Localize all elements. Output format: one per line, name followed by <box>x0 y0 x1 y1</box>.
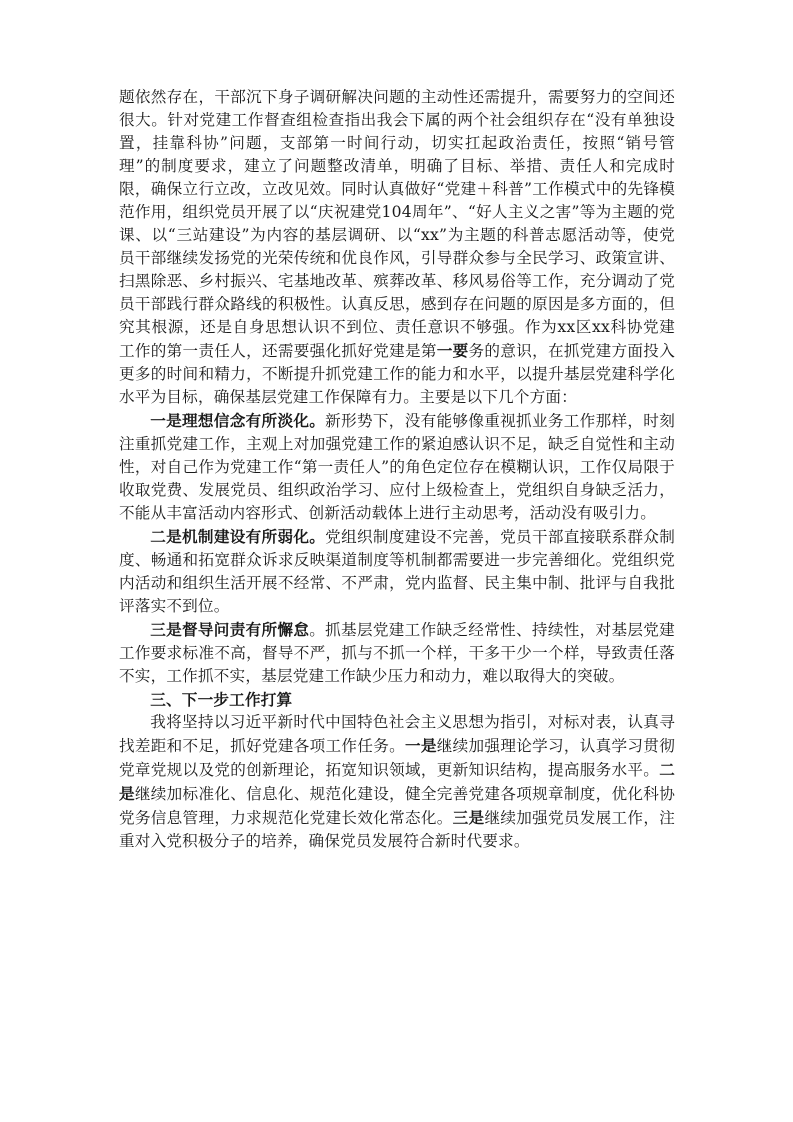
paragraph-text: 我将坚持以习近平新时代中国特色社会主义思想为指引，对标对表，认真寻找差距和不足，抓好党建各项工作任务。 <box>119 713 675 755</box>
bold-text: 一要 <box>436 341 469 360</box>
paragraph-point-2 <box>119 525 675 618</box>
point-lead: 一是理想信念有所淡化。 <box>150 411 326 430</box>
section-heading: 三、下一步工作打算 <box>150 690 293 709</box>
paragraph-text: 新形势下，没有能够像重视抓业务工作那样，时刻注重抓党建工作，主观上对加强党建工作的紧迫感认识不足，缺乏自觉性和主动性，对自己作为党建工作“第一责任人”的角色定位存在模糊认识，工作仅局限于收取党费、发展党员、组织政治学习、应付上级检查上，党组织自身缺乏活力，不能从丰富活动内容形式、创新活动载体上进行主动思考，活动没有吸引力。 <box>119 412 676 522</box>
paragraph-continued <box>119 86 675 409</box>
paragraph-text: 党组织制度建设不完善，党员干部直接联系群众制度、畅通和拓宽群众诉求反映渠道制度等机制都需要进一步完善细化。党组织党内活动和组织生活开展不经常、不严肃，党内监督、民主集中制、批评与自我批评落实不到位。 <box>119 528 676 615</box>
paragraph-text: 继续加强党员发展工作，注重对入党积极分子的培养，确保党员发展符合新时代要求。 <box>119 809 675 850</box>
paragraph-point-1 <box>119 409 675 525</box>
document-body <box>119 86 675 853</box>
point-lead: 三是督导问责有所懈怠 <box>150 620 310 639</box>
paragraph-text: 题依然存在，干部沉下身子调研解决问题的主动性还需提升，需要努力的空间还很大。针对党建工作督查组检查指出我会下属的两个社会组织存在“没有单独设置，挂靠科协”问题，支部第一时间行动，切实扛起政治责任，按照“销号管理”的制度要求，建立了问题整改清单，明确了目标、举措、责任人和完成时限，确保立行立改，立改见效。同时认真做好“党建＋科普”工作模式中的先锋模范作用，组织党员开展了以“庆祝建党104周年”、“好人主义之害”等为主题的党课、以“三站建设”为内容的基层调研、以“xx”为主题的科普志愿活动等，使党员干部继续发扬党的光荣传统和优良作风，引导群众参与全民学习、政策宣讲、扫黑除恶、乡村振兴、宅基地改革、殡葬改革、移风易俗等工作，充分调动了党员干部践行群众路线的积极性。认真反思，感到存在问题的原因是多方面的，但究其根源，还是自身思想认识不到位、责任意识不够强。作为xx区xx科协党建工作的第一责任人，还需要强化抓好党建是第 <box>119 88 675 360</box>
paragraph-plan <box>119 711 675 853</box>
bold-text: 二是 <box>119 760 675 803</box>
point-lead: 二是机制建设有所弱化。 <box>150 527 326 546</box>
paragraph-point-3 <box>119 618 675 688</box>
paragraph-text: 务的意识，在抓党建方面投入更多的时间和精力，不断提升抓党建工作的能力和水平，以提升基层党建科学化水平为目标，确保基层党建工作保障有力。主要是以下几个方面： <box>119 342 675 406</box>
paragraph-text: 继续加强理论学习，认真学习贯彻党章党规以及党的创新理论，拓宽知识领域，更新知识结构，提高服务水平。 <box>119 737 675 779</box>
paragraph-text: 。抓基层党建工作缺乏经常性、持续性，对基层党建工作要求标准不高，督导不严，抓与不抓一个样，干多干少一个样，导致责任落不实，工作抓不实，基层党建工作缺少压力和动力，难以取得大的突破。 <box>119 621 675 685</box>
bold-text: 三是 <box>452 808 485 827</box>
bold-text: 一是 <box>404 736 437 755</box>
paragraph-text: 继续加标准化、信息化、规范化建设，健全完善党建各项规章制度，优化科协党务信息管理，力求规范化党建长效化常态化。 <box>119 785 675 827</box>
